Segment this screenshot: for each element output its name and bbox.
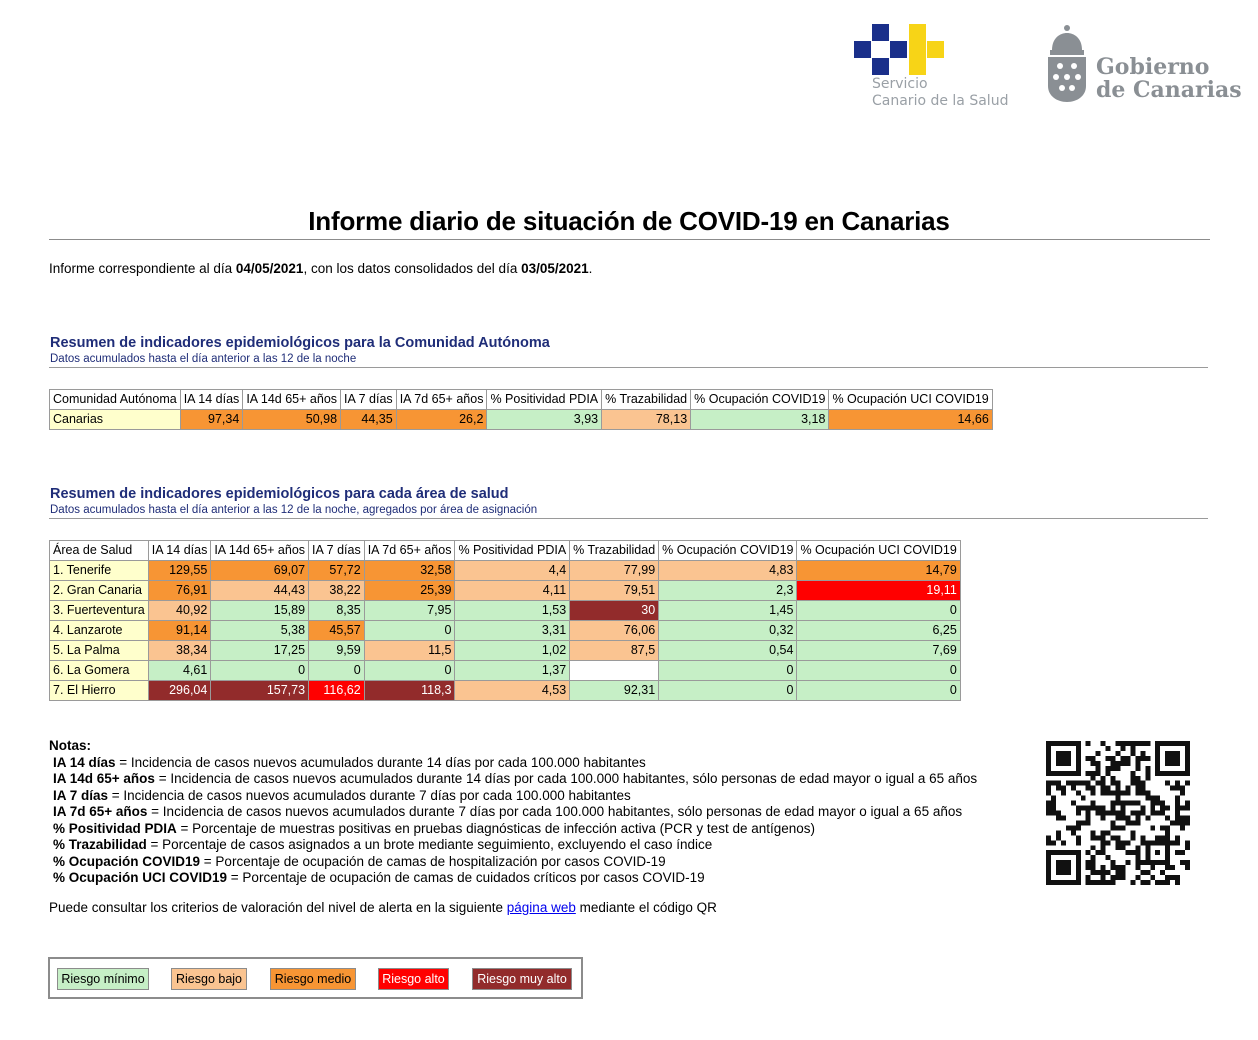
table-cell: 118,3 [364, 681, 455, 701]
table-cell: 25,39 [364, 581, 455, 601]
risk-legend [48, 957, 583, 999]
table-cell: 76,06 [570, 621, 659, 641]
table-row [50, 621, 961, 641]
servicio-canario-salud-logo [854, 24, 1024, 114]
table-cell: 0 [797, 661, 960, 681]
note-term: IA 7 días [53, 787, 109, 803]
alert-criteria-link[interactable]: página web [506, 900, 576, 915]
column-header: % Positividad PDIA [455, 541, 570, 561]
table-cell: 0 [309, 661, 365, 681]
table-cell: 77,99 [570, 561, 659, 581]
comunidad-indicators-table [49, 389, 993, 430]
table-row [50, 661, 961, 681]
area-salud-indicators-table [49, 540, 961, 701]
note-item [49, 788, 977, 805]
scs-logo-line1: Servicio [872, 76, 928, 92]
column-header: IA 14d 65+ años [243, 390, 341, 410]
table-header-row [50, 541, 961, 561]
table-row [50, 601, 961, 621]
column-header: IA 14 días [180, 390, 243, 410]
qr-code[interactable] [1046, 741, 1190, 885]
table-cell: 4,11 [455, 581, 570, 601]
table-cell: 19,11 [797, 581, 960, 601]
note-definition: = Porcentaje de casos asignados a un brote mediante seguimiento, excluyendo el caso índice [146, 837, 713, 852]
table-cell: 0,32 [659, 621, 797, 641]
note-term: IA 7d 65+ años [53, 804, 148, 819]
table-cell: 97,34 [180, 410, 243, 430]
note-definition: = Incidencia de casos nuevos acumulados durante 7 días por cada 100.000 habitantes, sólo personas de edad mayor o igual a 65 años [147, 804, 963, 819]
note-item [49, 821, 977, 838]
note-item [49, 870, 977, 887]
table-cell: 116,62 [309, 681, 365, 701]
qr-instruction-line [49, 900, 717, 915]
table-header-row [50, 390, 993, 410]
report-prefix: Informe correspondiente al día [49, 261, 236, 276]
legend-riesgo-medio: Riesgo medio [270, 968, 356, 990]
table-cell: 157,73 [211, 681, 309, 701]
note-item [49, 837, 977, 854]
table-cell: 15,89 [211, 601, 309, 621]
report-suffix: . [588, 261, 593, 276]
table-cell: 76,91 [148, 581, 211, 601]
table-cell: 57,72 [309, 561, 365, 581]
table-cell: 0 [659, 661, 797, 681]
table-cell: 0 [211, 661, 309, 681]
column-header: % Positividad PDIA [487, 390, 602, 410]
table-cell: 4,61 [148, 661, 211, 681]
section2-divider [49, 518, 1208, 519]
legend-riesgo-minimo: Riesgo mínimo [57, 968, 149, 990]
section2-title: Resumen de indicadores epidemiológicos para cada área de salud [50, 486, 509, 502]
column-header: IA 14d 65+ años [211, 541, 309, 561]
legend-riesgo-bajo: Riesgo bajo [171, 968, 247, 990]
note-term: % Ocupación COVID19 [53, 853, 201, 869]
table-cell: 7,95 [364, 601, 455, 621]
table-row [50, 410, 993, 430]
note-item [49, 755, 977, 772]
gobierno-canarias-logo [1044, 24, 1242, 114]
section1-subtitle: Datos acumulados hasta el día anterior a las 12 de la noche [50, 353, 357, 365]
scs-logo-mark [854, 24, 954, 84]
section1-title: Resumen de indicadores epidemiológicos para la Comunidad Autónoma [50, 335, 550, 351]
table-cell: 92,31 [570, 681, 659, 701]
gob-logo-line1: Gobierno [1096, 54, 1210, 80]
table-row [50, 641, 961, 661]
table-cell: 0 [364, 621, 455, 641]
table-cell: 78,13 [602, 410, 691, 430]
table-cell: 4,83 [659, 561, 797, 581]
crown-shield-icon [1044, 24, 1090, 104]
column-header: Comunidad Autónoma [50, 390, 181, 410]
notes-heading: Notas: [49, 738, 92, 753]
table-cell: 0,54 [659, 641, 797, 661]
note-term: IA 14 días [53, 754, 116, 770]
note-item [49, 804, 977, 821]
table-cell: 4,4 [455, 561, 570, 581]
table-cell: 50,98 [243, 410, 341, 430]
table-cell: 45,57 [309, 621, 365, 641]
table-cell: 40,92 [148, 601, 211, 621]
table-cell: 0 [797, 681, 960, 701]
column-header: IA 7d 65+ años [364, 541, 455, 561]
column-header: IA 7 días [341, 390, 397, 410]
gob-logo-line2: de Canarias [1096, 77, 1242, 103]
scs-logo-line2: Canario de la Salud [872, 93, 1009, 109]
table-cell: 44,35 [341, 410, 397, 430]
note-term: % Positividad PDIA [53, 820, 177, 836]
table-cell: 38,34 [148, 641, 211, 661]
table-cell: 4,53 [455, 681, 570, 701]
table-row [50, 581, 961, 601]
data-date: 03/05/2021 [521, 261, 589, 276]
table-cell: 3,18 [691, 410, 829, 430]
note-definition: = Incidencia de casos nuevos acumulados durante 14 días por cada 100.000 habitantes [115, 754, 646, 770]
report-middle: , con los datos consolidados del día [303, 261, 522, 276]
note-term: % Ocupación UCI COVID19 [53, 870, 228, 885]
notes-block [49, 738, 977, 887]
table-cell: 7,69 [797, 641, 960, 661]
note-definition: = Incidencia de casos nuevos acumulados durante 7 días por cada 100.000 habitantes [108, 787, 631, 803]
note-definition: = Porcentaje de ocupación de camas de cuidados críticos por casos COVID-19 [227, 870, 705, 885]
column-header: % Trazabilidad [570, 541, 659, 561]
table-cell: 2,3 [659, 581, 797, 601]
note-definition: = Porcentaje de muestras positivas en pruebas diagnósticas de infección activa (PCR y test de antígenos) [176, 820, 816, 836]
table-cell: 32,58 [364, 561, 455, 581]
table-cell: 30 [570, 601, 659, 621]
column-header: % Ocupación COVID19 [659, 541, 797, 561]
row-label: 2. Gran Canaria [50, 581, 149, 601]
legend-riesgo-alto: Riesgo alto [378, 968, 449, 990]
table-cell: 296,04 [148, 681, 211, 701]
table-cell: 17,25 [211, 641, 309, 661]
table-cell: 6,25 [797, 621, 960, 641]
table-row [50, 561, 961, 581]
section2-subtitle: Datos acumulados hasta el día anterior a las 12 de la noche, agregados por área de asignación [50, 504, 538, 516]
table-cell: 5,38 [211, 621, 309, 641]
row-label: 5. La Palma [50, 641, 149, 661]
column-header: IA 7d 65+ años [396, 390, 487, 410]
row-label: 4. Lanzarote [50, 621, 149, 641]
table-cell: 87,5 [570, 641, 659, 661]
note-term: IA 14d 65+ años [53, 771, 155, 786]
row-label: 7. El Hierro [50, 681, 149, 701]
page-title: Informe diario de situación de COVID-19 en Canarias [308, 206, 950, 236]
table-cell: 1,53 [455, 601, 570, 621]
table-cell: 38,22 [309, 581, 365, 601]
table-cell [570, 661, 659, 681]
table-cell: 14,66 [829, 410, 992, 430]
column-header: Área de Salud [50, 541, 149, 561]
table-cell: 69,07 [211, 561, 309, 581]
qr-suffix: mediante el código QR [575, 900, 717, 915]
note-term: % Trazabilidad [53, 837, 147, 852]
note-definition: = Porcentaje de ocupación de camas de hospitalización por casos COVID-19 [200, 853, 666, 869]
table-cell: 0 [659, 681, 797, 701]
column-header: IA 14 días [148, 541, 211, 561]
table-cell: 14,79 [797, 561, 960, 581]
column-header: % Trazabilidad [602, 390, 691, 410]
row-label: 1. Tenerife [50, 561, 149, 581]
table-cell: 44,43 [211, 581, 309, 601]
table-row [50, 681, 961, 701]
table-cell: 129,55 [148, 561, 211, 581]
qr-prefix: Puede consultar los criterios de valoración del nivel de alerta en la siguiente [49, 900, 507, 915]
table-cell: 79,51 [570, 581, 659, 601]
note-item [49, 771, 977, 788]
row-label: 6. La Gomera [50, 661, 149, 681]
table-cell: 91,14 [148, 621, 211, 641]
report-date-line [49, 261, 592, 276]
column-header: % Ocupación UCI COVID19 [829, 390, 992, 410]
title-divider [49, 239, 1210, 240]
table-cell: 11,5 [364, 641, 455, 661]
note-item [49, 854, 977, 871]
table-cell: 3,93 [487, 410, 602, 430]
table-cell: 1,37 [455, 661, 570, 681]
note-definition: = Incidencia de casos nuevos acumulados durante 14 días por cada 100.000 habitantes, sólo personas de edad mayor o igual a 65 años [154, 771, 978, 786]
column-header: % Ocupación COVID19 [691, 390, 829, 410]
table-cell: 8,35 [309, 601, 365, 621]
legend-riesgo-muy-alto: Riesgo muy alto [472, 968, 572, 990]
row-label: Canarias [50, 410, 181, 430]
section1-divider [49, 367, 1208, 368]
table-cell: 9,59 [309, 641, 365, 661]
table-cell: 0 [364, 661, 455, 681]
row-label: 3. Fuerteventura [50, 601, 149, 621]
column-header: % Ocupación UCI COVID19 [797, 541, 960, 561]
table-cell: 0 [797, 601, 960, 621]
column-header: IA 7 días [309, 541, 365, 561]
table-cell: 1,45 [659, 601, 797, 621]
report-date: 04/05/2021 [235, 261, 304, 276]
table-cell: 3,31 [455, 621, 570, 641]
table-cell: 1,02 [455, 641, 570, 661]
table-cell: 26,2 [396, 410, 487, 430]
